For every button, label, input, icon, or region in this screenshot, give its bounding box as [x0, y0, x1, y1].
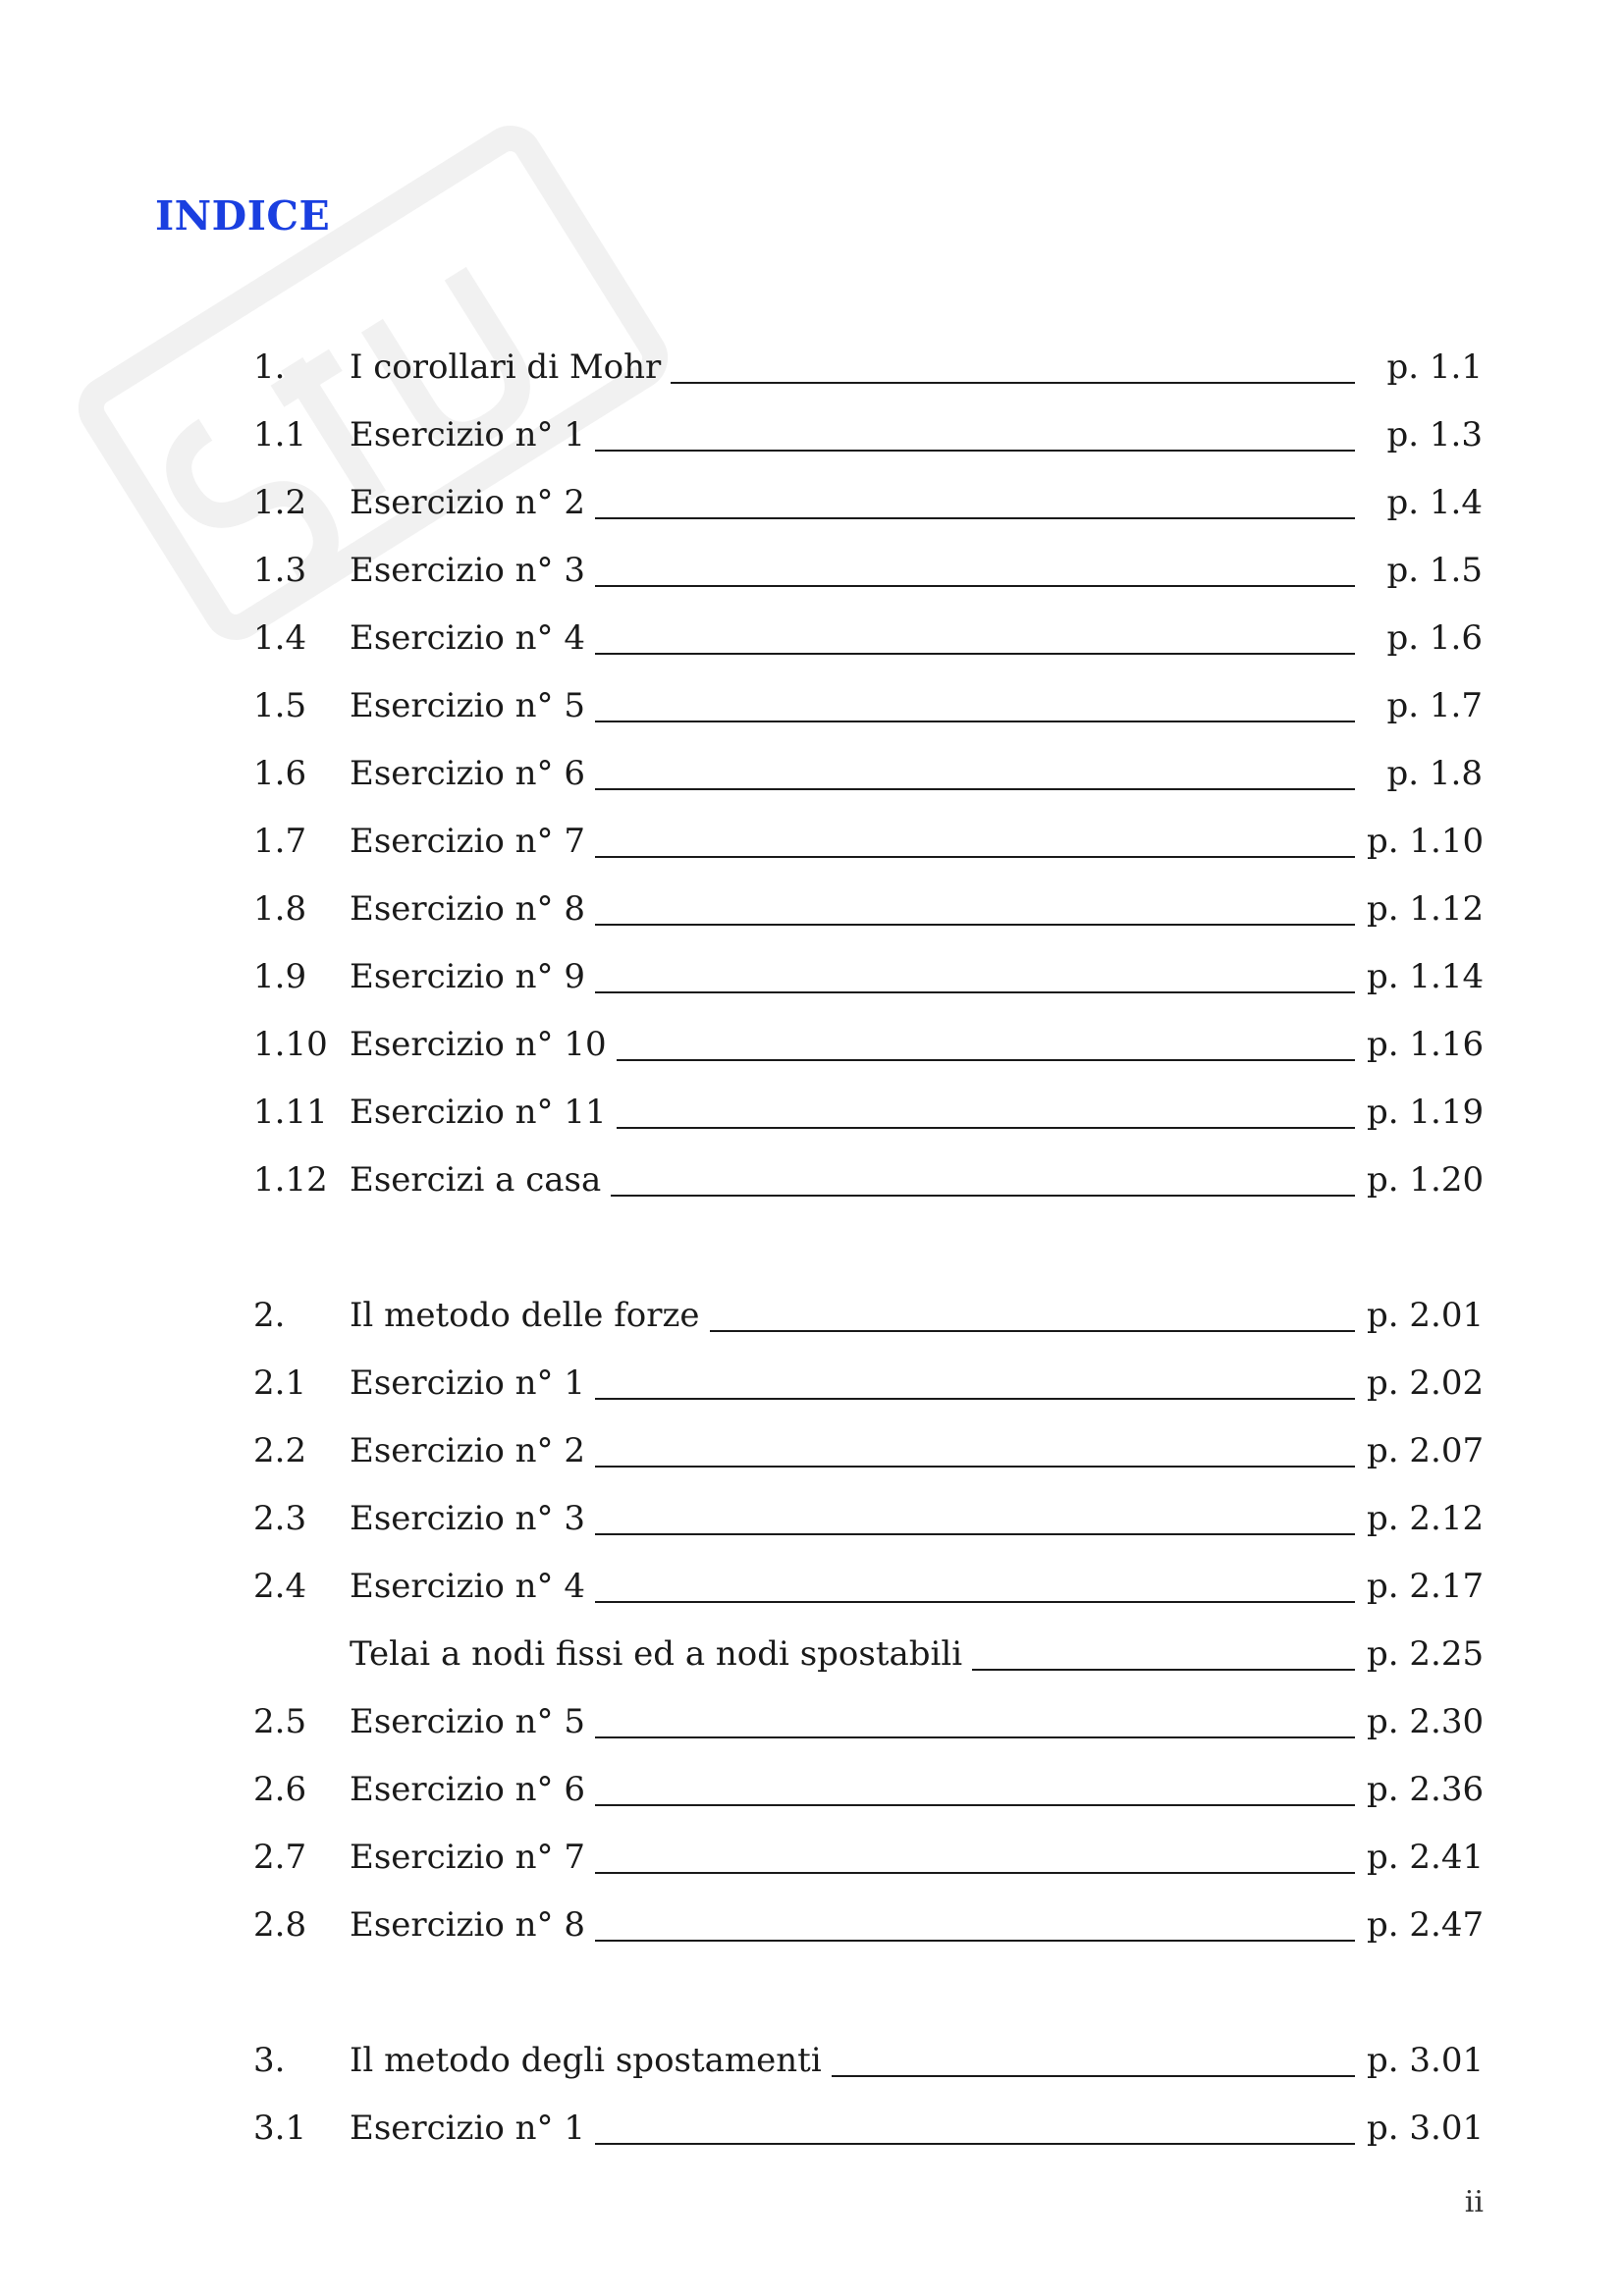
footer-page-number: ii: [1464, 2185, 1484, 2219]
toc-entry-page: p. 1.4: [1386, 483, 1483, 522]
toc-entry-title: Il metodo delle forze: [350, 1296, 700, 1335]
toc-entry[interactable]: [253, 537, 1483, 605]
toc-entry-number: 1.10: [253, 1025, 328, 1064]
toc-entry-number: 1.8: [253, 889, 307, 929]
toc-leader-line: [595, 450, 1355, 452]
toc-leader-line: [595, 1872, 1355, 1874]
toc-entry-title: Esercizio n° 1: [350, 1363, 585, 1403]
toc-leader-line: [972, 1669, 1355, 1671]
toc-entry[interactable]: [253, 1892, 1483, 1959]
toc-entry-page: p. 1.3: [1386, 415, 1483, 454]
toc-entry-title: Esercizio n° 5: [350, 686, 585, 725]
toc-entry-page: p. 2.02: [1367, 1363, 1485, 1403]
toc-section: [253, 1282, 1483, 1959]
toc-leader-line: [595, 585, 1355, 587]
toc-entry[interactable]: [253, 605, 1483, 672]
toc-entry-title: Il metodo degli spostamenti: [350, 2041, 822, 2080]
toc-entry[interactable]: [253, 876, 1483, 943]
toc-entry-number: 1.3: [253, 551, 307, 590]
toc-entry[interactable]: [253, 1553, 1483, 1621]
toc-entry-number: 1.11: [253, 1093, 328, 1132]
toc-entry-number: 1.5: [253, 686, 307, 725]
toc-entry[interactable]: [253, 808, 1483, 876]
toc-entry-number: 2.4: [253, 1567, 307, 1606]
toc-entry[interactable]: [253, 1011, 1483, 1079]
toc-entry[interactable]: [253, 1621, 1483, 1688]
toc-section: [253, 334, 1483, 1214]
toc-leader-line: [617, 1127, 1355, 1129]
toc-entry-title: Esercizio n° 10: [350, 1025, 607, 1064]
toc-entry-number: 1.9: [253, 957, 307, 996]
toc-leader-line: [595, 2143, 1355, 2145]
toc-entry-page: p. 1.7: [1386, 686, 1483, 725]
toc-entry-number: 1.4: [253, 618, 307, 658]
toc-entry-page: p. 3.01: [1367, 2109, 1485, 2148]
toc-leader-line: [595, 517, 1355, 519]
toc-entry-page: p. 2.07: [1367, 1431, 1485, 1470]
toc-entry-page: p. 2.25: [1367, 1634, 1485, 1674]
toc-entry-number: 2.1: [253, 1363, 307, 1403]
toc-entry[interactable]: [253, 943, 1483, 1011]
toc-entry-page: p. 2.41: [1367, 1838, 1485, 1877]
toc-leader-line: [595, 721, 1355, 722]
toc-leader-line: [595, 924, 1355, 926]
toc-entry[interactable]: [253, 401, 1483, 469]
toc-entry[interactable]: [253, 1824, 1483, 1892]
toc-entry-number: 1.7: [253, 822, 307, 861]
toc-entry-page: p. 2.17: [1367, 1567, 1485, 1606]
toc-entry[interactable]: [253, 1282, 1483, 1350]
toc-entry[interactable]: [253, 1688, 1483, 1756]
page-title: INDICE: [155, 192, 331, 240]
toc-entry[interactable]: [253, 1485, 1483, 1553]
toc-leader-line: [617, 1059, 1355, 1061]
toc-entry-title: Esercizio n° 3: [350, 551, 585, 590]
toc-entry-title: Esercizio n° 6: [350, 1770, 585, 1809]
toc-entry-number: 2.7: [253, 1838, 307, 1877]
toc-entry-title: Telai a nodi fissi ed a nodi spostabili: [350, 1634, 963, 1674]
toc-entry-title: Esercizio n° 8: [350, 889, 585, 929]
toc-entry[interactable]: [253, 1756, 1483, 1824]
toc-entry-page: p. 1.8: [1386, 754, 1483, 793]
toc-leader-line: [671, 382, 1355, 384]
toc-leader-line: [595, 1466, 1355, 1468]
toc-entry[interactable]: [253, 469, 1483, 537]
toc-entry-number: 3.: [253, 2041, 286, 2080]
toc-entry-number: 2.2: [253, 1431, 307, 1470]
toc-entry-title: Esercizio n° 6: [350, 754, 585, 793]
toc-entry-page: p. 1.1: [1386, 347, 1483, 387]
toc-entry[interactable]: [253, 672, 1483, 740]
toc-leader-line: [710, 1330, 1355, 1332]
table-of-contents: [253, 334, 1483, 2163]
toc-entry-title: Esercizio n° 7: [350, 822, 585, 861]
toc-entry[interactable]: [253, 1350, 1483, 1417]
toc-entry-number: 1.6: [253, 754, 307, 793]
toc-entry-number: 1.12: [253, 1160, 328, 1200]
toc-entry-number: 1.: [253, 347, 286, 387]
toc-entry[interactable]: [253, 2027, 1483, 2095]
toc-leader-line: [595, 856, 1355, 858]
toc-entry[interactable]: [253, 1417, 1483, 1485]
toc-entry-title: Esercizio n° 8: [350, 1905, 585, 1945]
toc-entry-title: Esercizio n° 2: [350, 1431, 585, 1470]
toc-entry-title: Esercizio n° 3: [350, 1499, 585, 1538]
toc-entry-title: Esercizio n° 2: [350, 483, 585, 522]
toc-entry-number: 2.5: [253, 1702, 307, 1741]
toc-entry[interactable]: [253, 2095, 1483, 2163]
toc-section: [253, 2027, 1483, 2163]
toc-entry-page: p. 1.12: [1367, 889, 1485, 929]
toc-entry-page: p. 1.5: [1386, 551, 1483, 590]
toc-entry-page: p. 1.14: [1367, 957, 1485, 996]
toc-entry-number: 1.2: [253, 483, 307, 522]
toc-entry-page: p. 1.19: [1367, 1093, 1485, 1132]
toc-entry-title: Esercizio n° 4: [350, 1567, 585, 1606]
toc-leader-line: [595, 1398, 1355, 1400]
toc-entry[interactable]: [253, 1147, 1483, 1214]
toc-entry-number: 2.8: [253, 1905, 307, 1945]
toc-leader-line: [595, 1533, 1355, 1535]
toc-entry-title: Esercizi a casa: [350, 1160, 602, 1200]
toc-entry-number: 2.: [253, 1296, 286, 1335]
toc-leader-line: [595, 653, 1355, 655]
toc-entry-page: p. 2.12: [1367, 1499, 1485, 1538]
toc-leader-line: [595, 1601, 1355, 1603]
toc-entry-page: p. 2.36: [1367, 1770, 1485, 1809]
toc-entry-title: Esercizio n° 4: [350, 618, 585, 658]
toc-leader-line: [595, 788, 1355, 790]
toc-entry-title: Esercizio n° 11: [350, 1093, 607, 1132]
toc-leader-line: [595, 1804, 1355, 1806]
toc-entry-title: Esercizio n° 1: [350, 415, 585, 454]
toc-entry-number: 1.1: [253, 415, 307, 454]
toc-entry[interactable]: [253, 1079, 1483, 1147]
toc-entry-title: I corollari di Mohr: [350, 347, 662, 387]
toc-entry-number: 3.1: [253, 2109, 307, 2148]
toc-entry-number: 2.3: [253, 1499, 307, 1538]
toc-entry-page: p. 3.01: [1367, 2041, 1485, 2080]
toc-entry-page: p. 1.20: [1367, 1160, 1485, 1200]
toc-entry-title: Esercizio n° 7: [350, 1838, 585, 1877]
toc-entry-page: p. 1.16: [1367, 1025, 1485, 1064]
toc-entry-title: Esercizio n° 5: [350, 1702, 585, 1741]
toc-entry-page: p. 1.10: [1367, 822, 1485, 861]
toc-entry-title: Esercizio n° 1: [350, 2109, 585, 2148]
toc-entry-number: 2.6: [253, 1770, 307, 1809]
toc-entry-page: p. 2.01: [1367, 1296, 1485, 1335]
toc-entry-title: Esercizio n° 9: [350, 957, 585, 996]
toc-entry-page: p. 1.6: [1386, 618, 1483, 658]
toc-entry[interactable]: [253, 740, 1483, 808]
toc-leader-line: [595, 991, 1355, 993]
toc-entry[interactable]: [253, 334, 1483, 401]
toc-entry-page: p. 2.30: [1367, 1702, 1485, 1741]
toc-entry-page: p. 2.47: [1367, 1905, 1485, 1945]
toc-leader-line: [611, 1195, 1355, 1197]
toc-leader-line: [595, 1940, 1355, 1942]
toc-leader-line: [832, 2075, 1355, 2077]
toc-leader-line: [595, 1736, 1355, 1738]
